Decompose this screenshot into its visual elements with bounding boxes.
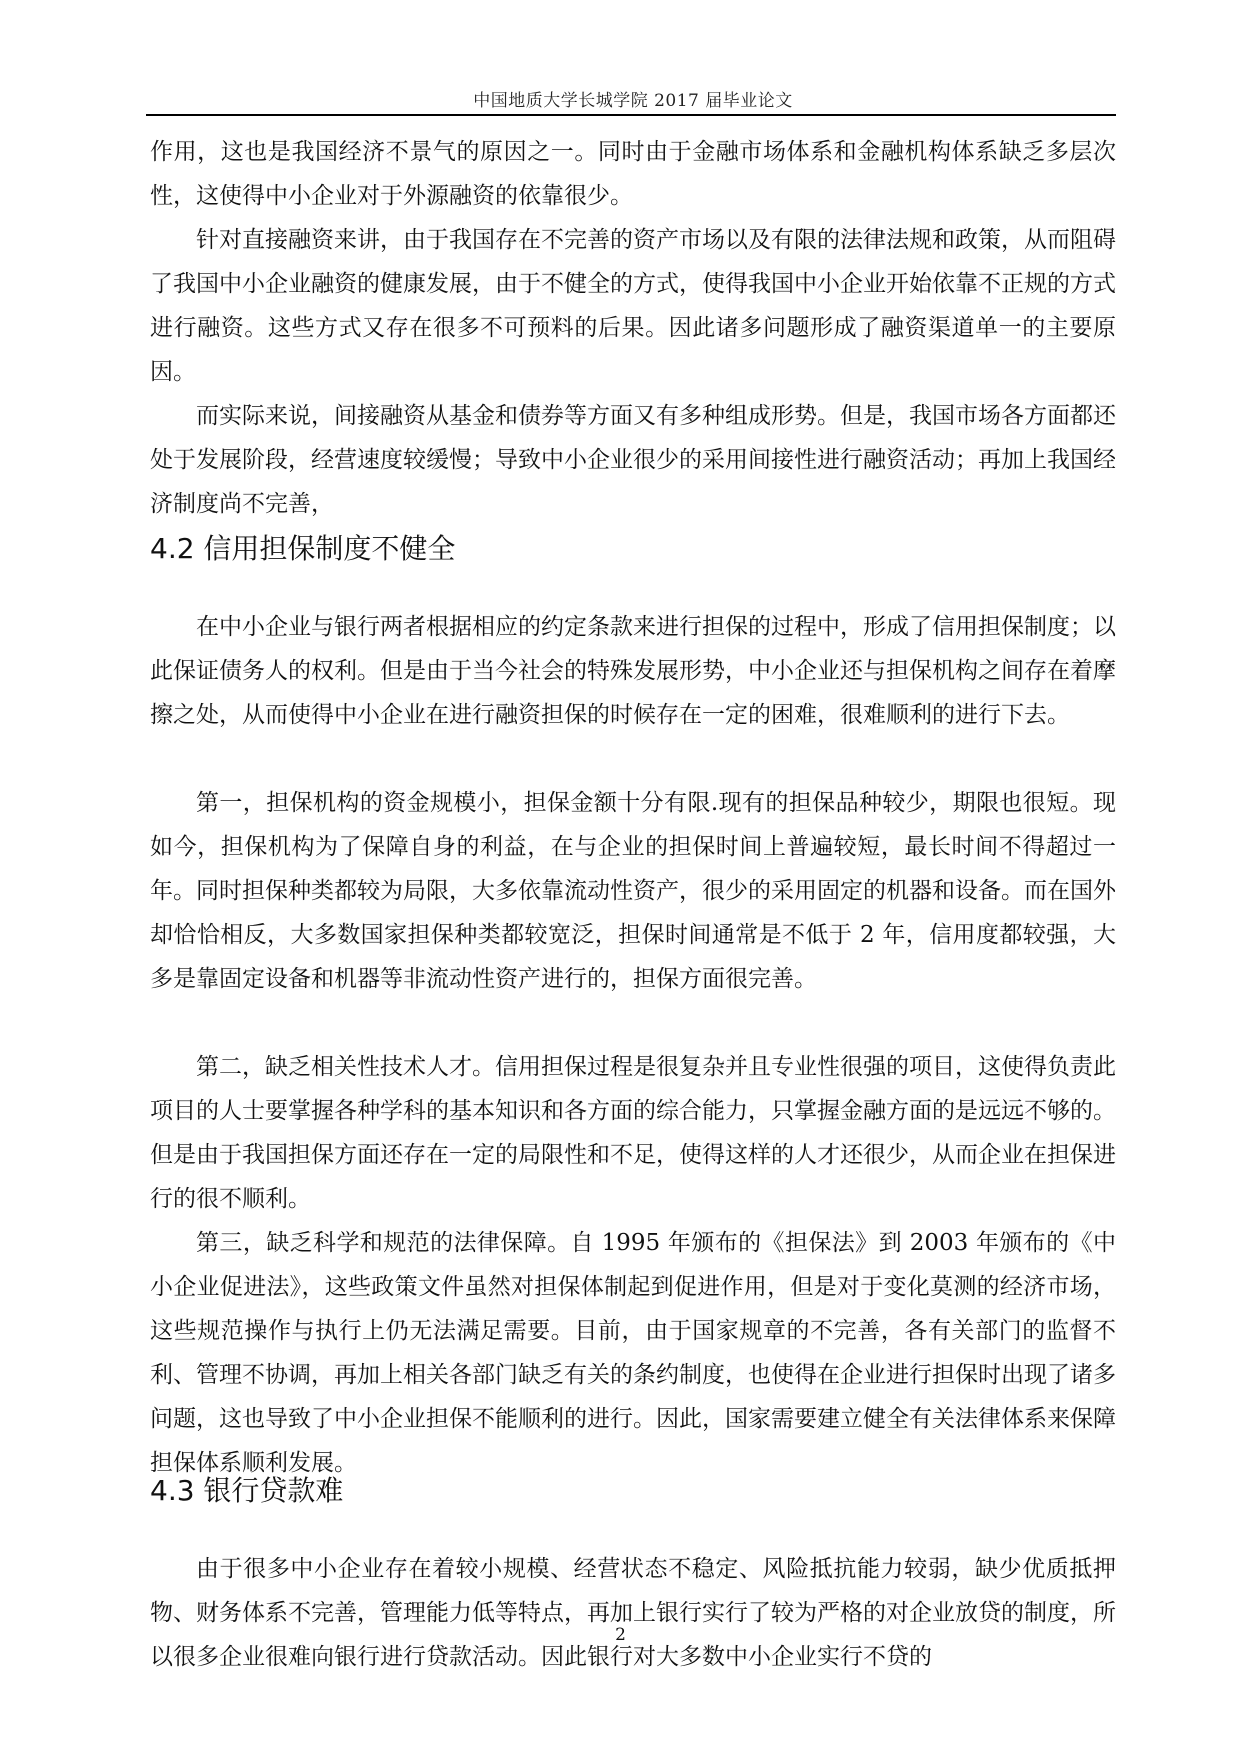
body-paragraph-4: 在中小企业与银行两者根据相应的约定条款来进行担保的过程中，形成了信用担保制度；以此保证债务人的权利。但是由于当今社会的特殊发展形势，中小企业还与担保机构之间存在着摩擦之处，从而使得中小企业在进行融资担保的时候存在一定的困难，很难顺利的进行下去。 — [150, 614, 1116, 728]
page-number: 2 — [615, 1625, 626, 1645]
body-paragraph-1: 作用，这也是我国经济不景气的原因之一。同时由于金融市场体系和金融机构体系缺乏多层次性，这使得中小企业对于外源融资的依靠很少。 — [150, 139, 1116, 209]
running-header: 中国地质大学长城学院 2017 届毕业论文 — [473, 91, 793, 111]
body-paragraph-8: 由于很多中小企业存在着较小规模、经营状态不稳定、风险抵抗能力较弱，缺少优质抵押物、财务体系不完善，管理能力低等特点，再加上银行实行了较为严格的对企业放贷的制度，所以很多企业很难向银行进行贷款活动。因此银行对大多数中小企业实行不贷的 — [150, 1556, 1116, 1670]
body-paragraph-5: 第一，担保机构的资金规模小，担保金额十分有限.现有的担保品种较少，期限也很短。现如今，担保机构为了保障自身的利益，在与企业的担保时间上普遍较短，最长时间不得超过一年。同时担保种类都较为局限，大多依靠流动性资产，很少的采用固定的机器和设备。而在国外却恰恰相反，大多数国家担保种类都较宽泛，担保时间通常是不低于 2 年，信用度都较强，大多是靠固定设备和机器等非流动性资产进行的，担保方面很完善。 — [150, 790, 1116, 992]
body-paragraph-7: 第三，缺乏科学和规范的法律保障。自 1995 年颁布的《担保法》到 2003 年颁布的《中小企业促进法》，这些政策文件虽然对担保体制起到促进作用，但是对于变化莫测的经济市场，这些规范操作与执行上仍无法满足需要。目前，由于国家规章的不完善，各有关部门的监督不利、管理不协调，再加上相关各部门缺乏有关的条约制度，也使得在企业进行担保时出现了诸多问题，这也导致了中小企业担保不能顺利的进行。因此，国家需要建立健全有关法律体系来保障担保体系顺利发展。 — [150, 1230, 1116, 1476]
header-rule — [146, 114, 1116, 116]
section-heading-4-3: 4.3 银行贷款难 — [150, 1474, 344, 1507]
body-paragraph-2: 针对直接融资来讲，由于我国存在不完善的资产市场以及有限的法律法规和政策，从而阻碍了我国中小企业融资的健康发展，由于不健全的方式，使得我国中小企业开始依靠不正规的方式进行融资。这些方式又存在很多不可预料的后果。因此诸多问题形成了融资渠道单一的主要原因。 — [150, 227, 1116, 385]
section-heading-4-2: 4.2 信用担保制度不健全 — [150, 532, 456, 565]
body-paragraph-3: 而实际来说，间接融资从基金和债券等方面又有多种组成形势。但是，我国市场各方面都还处于发展阶段，经营速度较缓慢；导致中小企业很少的采用间接性进行融资活动；再加上我国经济制度尚不完善， — [150, 403, 1116, 517]
body-paragraph-6: 第二，缺乏相关性技术人才。信用担保过程是很复杂并且专业性很强的项目，这使得负责此项目的人士要掌握各种学科的基本知识和各方面的综合能力，只掌握金融方面的是远远不够的。但是由于我国担保方面还存在一定的局限性和不足，使得这样的人才还很少，从而企业在担保进行的很不顺利。 — [150, 1054, 1116, 1212]
